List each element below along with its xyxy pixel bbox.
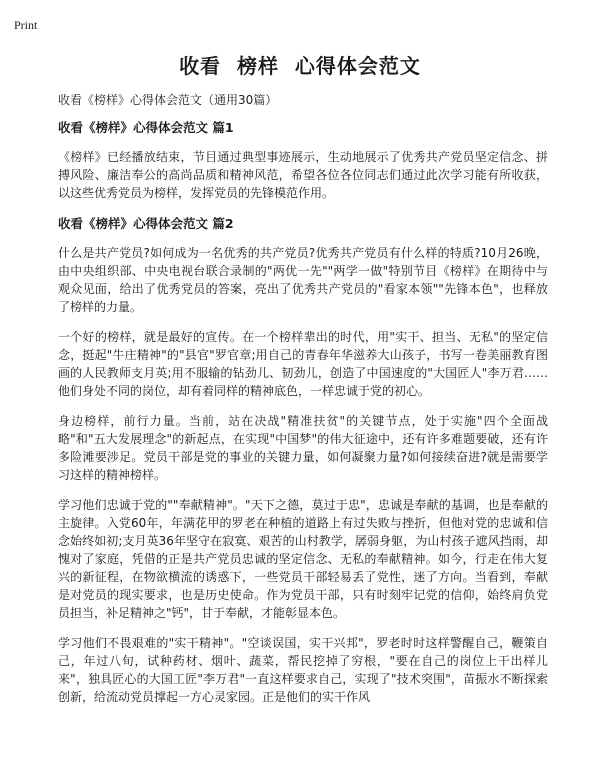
page-title: 收看 榜样 心得体会范文: [179, 54, 421, 78]
print-label[interactable]: Print: [14, 18, 38, 32]
section-2-paragraph-3: 身边榜样，前行力量。当前，站在决战"精准扶贫"的关键节点，处于实施"四个全面战略"和"五大发展理念"的新起点，在实现"中国梦"的伟大征途中，还有许多难题要破，还有许多险滩要涉足。党员干部是党的事业的关键力量，如何凝聚力量?如何接续奋进?就是需要学习这样的精神榜样。: [58, 414, 548, 482]
section-2-paragraph-1: 什么是共产党员?如何成为一名优秀的共产党员?优秀共产党员有什么样的特质?10月26晚，由中央组织部、中央电视台联合录制的"两优一先""两学一做"特别节目《榜样》在期待中与观众见面，给出了优秀党员的答案，亮出了优秀共产党员的"看家本领""先锋本色"，也释放了榜样的力量。: [58, 246, 548, 314]
section-2-paragraph-5: 学习他们不畏艰难的"实干精神"。"空谈误国，实干兴邦"，罗老时时这样警醒自己，鞭策自己，年过八旬，试种药材、烟叶、蔬菜，帮民挖掉了穷根，"要在自己的岗位上干出样儿来"，独具匠心的大国工匠"李万君"一直这样要求自己，实现了"技术突围"，苗振水不断探索创新，给流动党员撑起一方心灵家园。正是他们的实干作风: [58, 636, 548, 704]
section-2-paragraph-4: 学习他们忠诚于党的""奉献精神"。"天下之德，莫过于忠"，忠诚是奉献的基调，也是奉献的主旋律。入党60年，年满花甲的罗老在种植的道路上有过失败与挫折，但他对党的忠诚和信念始终如初;支月英36年坚守在寂寞、艰苦的山村教学，孱弱身躯，为山村孩子遮风挡雨，却愧对了家庭，凭借的正是共产党员忠诚的坚定信念、无私的奉献精神。如今，行走在伟大复兴的新征程，在物欲横流的诱惑下，一些党员干部轻易丢了党性，迷了方向。当看到，奉献是对党员的现实要求，也是历史使命。作为党员干部，只有时刻牢记党的信仰，始终肩负党员担当，补足精神之"钙"，甘于奉献，才能彰显本色。: [58, 498, 548, 620]
section-2-paragraph-2: 一个好的榜样，就是最好的宣传。在一个榜样辈出的时代，用"实干、担当、无私"的坚定信念，挺起"牛庄精神"的"县官"罗官章;用自己的青春年华滋养大山孩子，书写一卷美丽教育图画的人民教师支月英;用不服输的钻劲儿、韧劲儿，创造了中国速度的"大国匠人"李万君……他们身处不同的岗位，却有着同样的精神底色，一样忠诚于党的初心。: [58, 330, 548, 398]
section-heading-1: 收看《榜样》心得体会范文 篇1: [58, 120, 234, 135]
document-body: [58, 92, 548, 718]
section-1-paragraph-1: 《榜样》已经播放结束，节目通过典型事迹展示，生动地展示了优秀共产党员坚定信念、拼搏风险、廉洁奉公的高尚品质和精神风范，希望各位各位同志们通过此次学习能有所收获，以这些优秀党员为榜样，发挥党员的先锋模范作用。: [58, 150, 548, 200]
document-subtitle: 收看《榜样》心得体会范文（通用30篇）: [58, 93, 278, 107]
section-heading-2: 收看《榜样》心得体会范文 篇2: [58, 216, 234, 231]
